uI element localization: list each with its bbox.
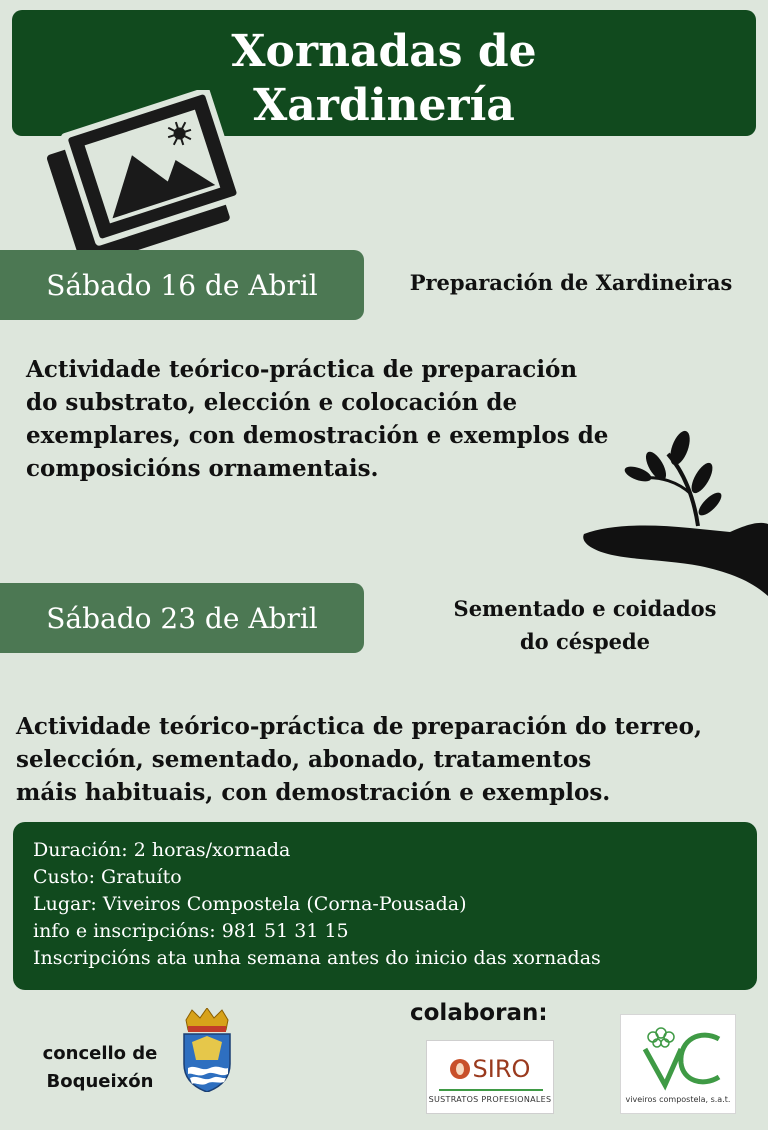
hand-with-plant-icon — [580, 428, 768, 598]
viveiros-name: viveiros compostela, s.a.t. — [625, 1095, 731, 1104]
description-line: exemplares, con demostración e exemplos de — [26, 422, 609, 449]
description-line: selección, sementado, abonado, tratamentos — [16, 746, 592, 773]
title-line-2: Xardinería — [253, 80, 515, 131]
siro-wordmark — [427, 1055, 553, 1083]
session-1-topic-line: Preparación de Xardineiras — [409, 270, 733, 295]
concello-line-1: concello de — [42, 1043, 158, 1064]
siro-divider — [439, 1089, 543, 1091]
info-duration: Duración: 2 horas/xornada — [33, 839, 291, 861]
info-location: Lugar: Viveiros Compostela (Corna-Pousada) — [33, 893, 467, 915]
session-2-date: Sábado 23 de Abril — [0, 583, 364, 653]
session-2-topic-line: do céspede — [519, 629, 651, 654]
info-registration: Inscripcións ata unha semana antes do inicio das xornadas — [33, 947, 601, 969]
session-2-description — [16, 710, 702, 809]
session-1-topic — [378, 270, 764, 295]
siro-tulip-icon — [450, 1059, 470, 1079]
photo-stack-icon — [40, 90, 240, 270]
session-2-topic-line: Sementado e coidados — [453, 596, 717, 621]
description-line: Actividade teórico-práctica de preparación do terreo, — [16, 713, 703, 740]
info-contact: info e inscripcións: 981 51 31 15 — [33, 920, 349, 942]
description-line: do substrato, elección e colocación de — [26, 389, 518, 416]
session-1-description — [26, 353, 608, 485]
description-line: Actividade teórico-práctica de preparación — [26, 356, 578, 383]
concello-label — [30, 1040, 170, 1096]
info-cost: Custo: Gratuíto — [33, 866, 182, 888]
title-line-1: Xornadas de — [231, 26, 537, 77]
coat-of-arms-icon — [180, 1008, 234, 1092]
description-line: composicións ornamentais. — [26, 455, 379, 482]
session-2-topic — [410, 592, 760, 658]
concello-line-2: Boqueixón — [46, 1071, 154, 1092]
viveiros-logo — [620, 1014, 736, 1114]
siro-tagline: SUSTRATOS PROFESIONALES — [428, 1095, 552, 1104]
description-line: máis habituais, con demostración e exemplos. — [16, 779, 611, 806]
viveiros-vc-icon — [631, 1021, 727, 1091]
info-panel — [13, 822, 757, 990]
session-1-date: Sábado 16 de Abril — [0, 250, 364, 320]
siro-logo — [426, 1040, 554, 1114]
siro-name: SIRO — [472, 1055, 531, 1083]
colaboran-label: colaboran: — [410, 1000, 548, 1026]
